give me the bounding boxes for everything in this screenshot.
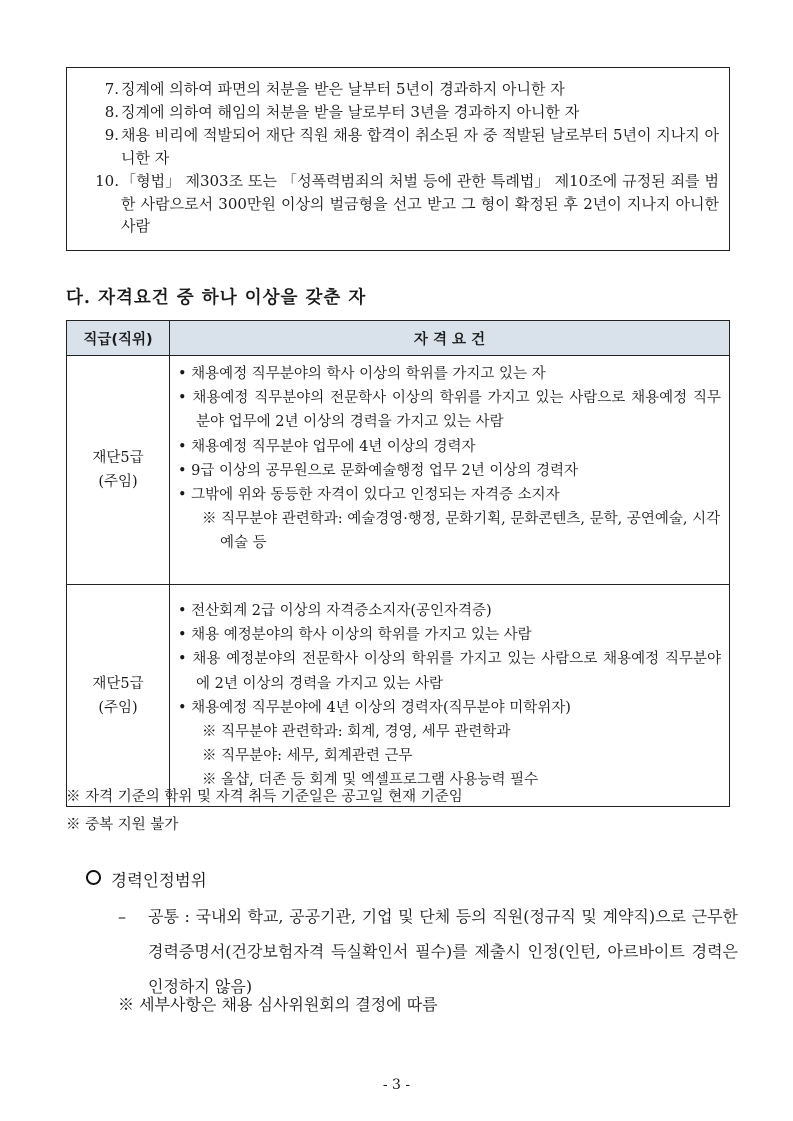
- list-item: • 9급 이상의 공무원으로 문화예술행정 업무 2년 이상의 경력자: [178, 462, 579, 479]
- requirements-cell: [170, 585, 730, 807]
- table-row: [67, 356, 730, 585]
- qualification-table: [66, 320, 730, 807]
- list-item: • 채용예정 직무분야의 학사 이상의 학위를 가지고 있는 자: [178, 366, 546, 382]
- table-header-row: [67, 321, 730, 356]
- note: ※ 직무분야 관련학과: 예술경영·행정, 문화기획, 문화콘텐츠, 문학, 공연예술, 시각예술 등: [202, 511, 721, 552]
- footnote: ※ 중복 지원 불가: [66, 817, 179, 833]
- career-text: 공통 : 국내외 학교, 공공기관, 기업 및 단체 등의 직원(정규직 및 계약직)으로 근무한 경력증명서(건강보험자격 득실확인서 필수)를 제출시 인정(인턴, 아르바이트 경력은 인정하지 않음): [148, 907, 738, 996]
- circle-bullet-icon: [86, 870, 101, 885]
- column-header-requirements: 자 격 요 건: [170, 321, 730, 356]
- list-item: • 전산회계 2급 이상의 자격증소지자(공인자격증): [178, 603, 492, 619]
- note: ※ 올샵, 더존 등 회계 및 엑셀프로그램 사용능력 필수: [202, 772, 539, 789]
- disqualification-box: 7. 징계에 의하여 파면의 처분을 받은 날부터 5년이 경과하지 아니한 자 8. 징계에 의하여 해임의 처분을 받을 날로부터 3년을 경과하지 아니한 자 9. 채용 비리에 적발되어 재단 직원 채용 합격이 취소된 자 중 적발된 날로부터 5년이 지나지 아니한 자 10. 「형법」 제303조 또는 「성폭력범죄의 처벌 등에 관한 특례법」 제10조에 규정된 죄를 범한 사람으로서 300만원 이상의 벌금형을 선고 받고 그 형이 확정된 후 2년이 지나지 아니한 사람: [66, 67, 730, 251]
- position-cell: 재단5급 (주임): [67, 356, 170, 585]
- list-item: • 채용예정 직무분야에 4년 이상의 경력자(직무분야 미학위자): [178, 699, 571, 716]
- note: ※ 직무분야: 세무, 회계관련 근무: [202, 748, 413, 765]
- career-body: [118, 899, 738, 1004]
- list-item: • 채용 예정분야의 학사 이상의 학위를 가지고 있는 사람: [178, 627, 532, 644]
- list-item: • 그밖에 위와 동등한 자격이 있다고 인정되는 자격증 소지자: [178, 487, 560, 504]
- note: ※ 직무분야 관련학과: 회계, 경영, 세무 관련학과: [202, 724, 511, 741]
- list-item: • 채용예정 직무분야 업무에 4년 이상의 경력자: [178, 438, 476, 455]
- career-section-title: 경력인정범위: [86, 867, 207, 891]
- page-number: - 3 -: [382, 1077, 411, 1093]
- column-header-position: 직급(직위): [67, 321, 170, 356]
- footnote: ※ 자격 기준의 학위 및 자격 취득 기준일은 공고일 현재 기준임: [66, 789, 463, 805]
- position-cell: 재단5급 (주임): [67, 585, 170, 807]
- dash-bullet: –: [118, 907, 126, 926]
- requirements-cell: [170, 356, 730, 585]
- table-row: [67, 585, 730, 807]
- section-title: 다. 자격요건 중 하나 이상을 갖춘 자: [66, 288, 367, 308]
- list-item: • 채용 예정분야의 전문학사 이상의 학위를 가지고 있는 사람으로 채용예정 직무분야에 2년 이상의 경력을 가지고 있는 사람: [178, 651, 721, 692]
- list-item: • 채용예정 직무분야의 전문학사 이상의 학위를 가지고 있는 사람으로 채용예정 직무분야 업무에 2년 이상의 경력을 가지고 있는 사람: [178, 390, 721, 431]
- career-note: ※ 세부사항은 채용 심사위원회의 결정에 따름: [118, 995, 438, 1014]
